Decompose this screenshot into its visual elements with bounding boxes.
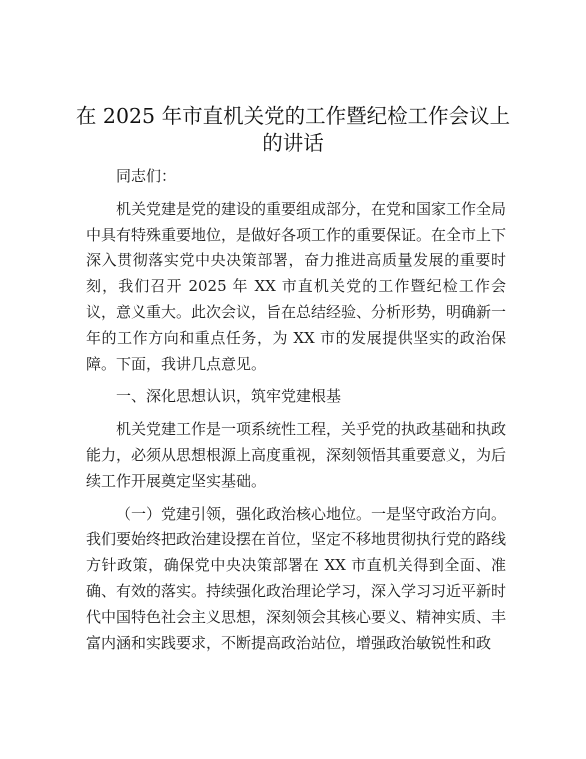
- document-title: [60, 103, 526, 157]
- section-paragraph-1: 机关党建工作是一项系统性工程，关乎党的执政基础和执政能力，必须从思想根源上高度重视，深刻领悟其重要意义，为后续工作开展奠定坚实基础。: [86, 420, 507, 490]
- salutation: 同志们：: [116, 167, 177, 185]
- section-heading: 一、深化思想认识，筑牢党建根基: [116, 387, 342, 406]
- title-line-2: 的讲话: [262, 131, 324, 155]
- document-body: [86, 164, 506, 663]
- section-paragraph-2: （一）党建引领，强化政治核心地位。一是坚守政治方向。我们要始终把政治建设摆在首位，坚定不移地贯彻执行党的路线方针政策，确保党中央决策部署在 XX 市直机关得到全面、准确、有效的落实。持续强化政治理论学习，深入学习习近平新时代中国特色社会主义思想，深刻领会其核心要义、精神实质、丰富内涵和实践要求，不断提高政治站位，增强政治敏锐性和政: [86, 504, 507, 652]
- title-line-1: 在 2025 年市直机关党的工作暨纪检工作会议上: [75, 104, 511, 128]
- intro-paragraph: 机关党建是党的建设的重要组成部分，在党和国家工作全局中具有特殊重要地位，是做好各项工作的重要保证。在全市上下深入贯彻落实党中央决策部署，奋力推进高质量发展的重要时刻，我们召开 2025 年 XX 市直机关党的工作暨纪检工作会议，意义重大。此次会议，旨在总结经验、分析形势，明确新一年的工作方向和重点任务，为 XX 市的发展提供坚实的政治保障。下面，我讲几点意见。: [86, 199, 507, 373]
